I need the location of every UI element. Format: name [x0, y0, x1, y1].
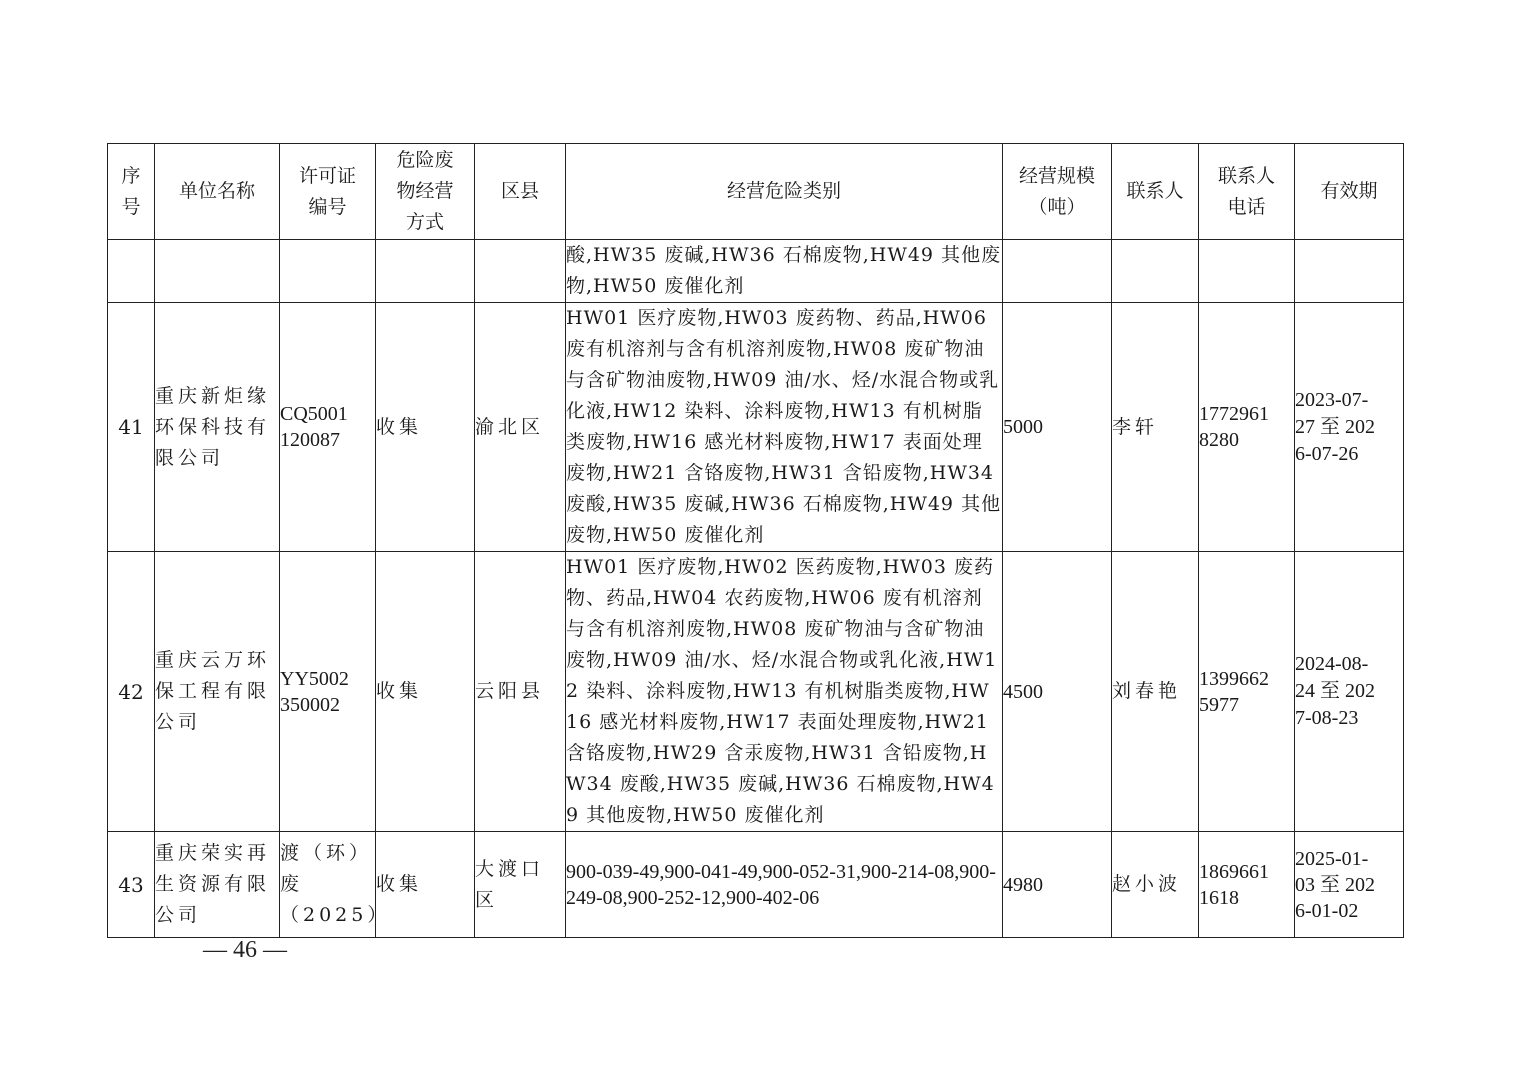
county-cell: 渝北区 — [475, 303, 566, 552]
category-cell: 900-039-49,900-041-49,900-052-31,900-214-08,900-249-08,900-252-12,900-402-06 — [566, 832, 1003, 938]
valid-period-cell: 2024-08-24 至 2027-08-23 — [1295, 552, 1404, 832]
table-row-continuation — [108, 240, 1404, 303]
contact-cell: 刘春艳 — [1112, 552, 1199, 832]
page-number: — 46 — — [203, 937, 287, 963]
header-phone: 联系人电话 — [1199, 144, 1295, 240]
header-category: 经营危险类别 — [566, 144, 1003, 240]
county-cell: 大渡口区 — [475, 832, 566, 938]
header-scale: 经营规模（吨） — [1003, 144, 1112, 240]
license-cell: YY5002350002 — [280, 552, 376, 832]
scale-cell: 4500 — [1003, 552, 1112, 832]
header-num: 序号 — [108, 144, 155, 240]
valid-period-cell: 2023-07-27 至 2026-07-26 — [1295, 303, 1404, 552]
category-cell: HW01 医疗废物,HW03 废药物、药品,HW06 废有机溶剂与含有机溶剂废物,HW08 废矿物油与含矿物油废物,HW09 油/水、烃/水混合物或乳化液,HW12 染料、涂料废物,HW13 有机树脂类废物,HW16 感光材料废物,HW17 表面处理废物,HW21 含铬废物,HW31 含铅废物,HW34 废酸,HW35 废碱,HW36 石棉废物,HW49 其他废物,HW50 废催化剂 — [566, 303, 1003, 552]
header-license: 许可证编号 — [280, 144, 376, 240]
header-valid: 有效期 — [1295, 144, 1404, 240]
scale-cell: 5000 — [1003, 303, 1112, 552]
contact-cell: 李轩 — [1112, 303, 1199, 552]
method-cell: 收集 — [376, 832, 475, 938]
phone-cell: 17729618280 — [1199, 303, 1295, 552]
phone-cell: 18696611618 — [1199, 832, 1295, 938]
row-number: 41 — [108, 303, 155, 552]
method-cell: 收集 — [376, 552, 475, 832]
row-number: 43 — [108, 832, 155, 938]
table-row — [108, 303, 1404, 552]
table-row — [108, 832, 1404, 938]
header-county: 区县 — [475, 144, 566, 240]
unit-name-cell: 重庆新炬缘环保科技有限公司 — [155, 303, 280, 552]
scale-cell: 4980 — [1003, 832, 1112, 938]
contact-cell: 赵小波 — [1112, 832, 1199, 938]
header-method: 危险废物经营方式 — [376, 144, 475, 240]
header-unit-name: 单位名称 — [155, 144, 280, 240]
method-cell: 收集 — [376, 303, 475, 552]
phone-cell: 13996625977 — [1199, 552, 1295, 832]
category-cell: HW01 医疗废物,HW02 医药废物,HW03 废药物、药品,HW04 农药废物,HW06 废有机溶剂与含有机溶剂废物,HW08 废矿物油与含矿物油废物,HW09 油/水、烃/水混合物或乳化液,HW12 染料、涂料废物,HW13 有机树脂类废物,HW16 感光材料废物,HW17 表面处理废物,HW21 含铬废物,HW29 含汞废物,HW31 含铅废物,HW34 废酸,HW35 废碱,HW36 石棉废物,HW49 其他废物,HW50 废催化剂 — [566, 552, 1003, 832]
waste-license-table — [107, 143, 1404, 938]
county-cell: 云阳县 — [475, 552, 566, 832]
table-row — [108, 552, 1404, 832]
license-cell: CQ5001120087 — [280, 303, 376, 552]
unit-name-cell: 重庆荣实再生资源有限公司 — [155, 832, 280, 938]
header-contact: 联系人 — [1112, 144, 1199, 240]
unit-name-cell: 重庆云万环保工程有限公司 — [155, 552, 280, 832]
license-cell: 渡（环）废（2025） — [280, 832, 376, 938]
valid-period-cell: 2025-01-03 至 2026-01-02 — [1295, 832, 1404, 938]
table-header-row — [108, 144, 1404, 240]
row-number: 42 — [108, 552, 155, 832]
category-cell: 酸,HW35 废碱,HW36 石棉废物,HW49 其他废物,HW50 废催化剂 — [566, 240, 1003, 303]
